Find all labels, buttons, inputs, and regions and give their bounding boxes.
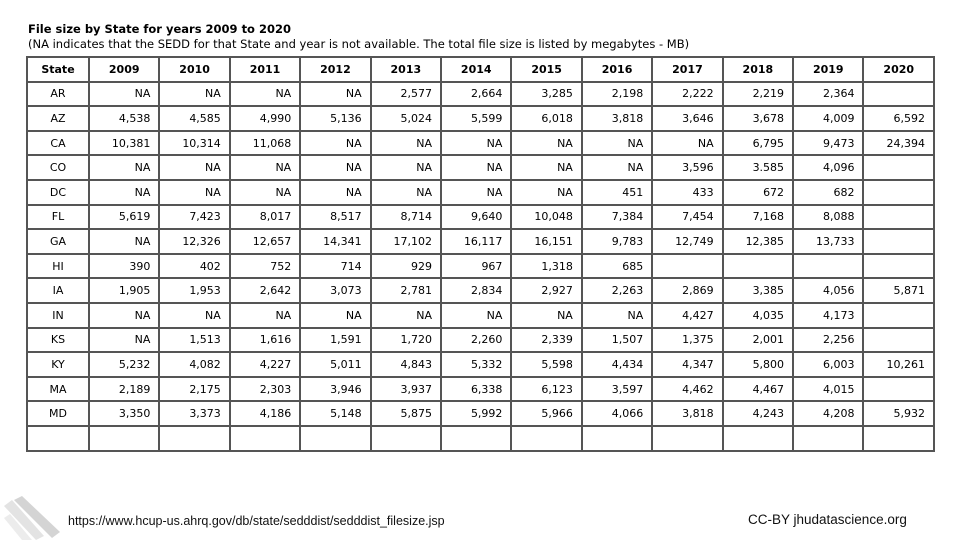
table-header [27, 57, 934, 82]
size-cell: 4,015 [793, 377, 863, 402]
size-cell: 7,423 [159, 205, 229, 230]
size-cell: NA [371, 131, 441, 156]
state-cell: MD [27, 401, 89, 426]
stripes-logo-icon [4, 496, 60, 540]
size-cell: 1,318 [511, 254, 581, 279]
size-cell: 2,869 [652, 278, 722, 303]
size-cell: 6,592 [863, 106, 934, 131]
size-cell: 7,168 [723, 205, 793, 230]
header-year: 2017 [652, 57, 722, 82]
size-cell: 6,018 [511, 106, 581, 131]
size-cell: 5,932 [863, 401, 934, 426]
file-size-table [26, 56, 935, 452]
table-row [27, 352, 934, 377]
size-cell: 5,011 [300, 352, 370, 377]
table-row [27, 377, 934, 402]
size-cell [863, 82, 934, 107]
table-row [27, 205, 934, 230]
size-cell: 402 [159, 254, 229, 279]
size-cell: NA [159, 82, 229, 107]
size-cell: 2,339 [511, 328, 581, 353]
size-cell [89, 426, 159, 451]
size-cell: 390 [89, 254, 159, 279]
state-cell: GA [27, 229, 89, 254]
size-cell: 17,102 [371, 229, 441, 254]
size-cell: NA [511, 131, 581, 156]
size-cell: 4,082 [159, 352, 229, 377]
size-cell [159, 426, 229, 451]
header-year: 2019 [793, 57, 863, 82]
size-cell: 682 [793, 180, 863, 205]
table-row [27, 229, 934, 254]
size-cell: 10,048 [511, 205, 581, 230]
size-cell: 4,434 [582, 352, 652, 377]
size-cell: 3,597 [582, 377, 652, 402]
table-subtitle: (NA indicates that the SEDD for that State and year is not available. The total file size is listed by megabytes - MB) [28, 37, 690, 51]
size-cell: 12,749 [652, 229, 722, 254]
table-row [27, 155, 934, 180]
size-cell: 2,001 [723, 328, 793, 353]
slide-title [28, 22, 928, 52]
header-year: 2010 [159, 57, 229, 82]
header-year: 2018 [723, 57, 793, 82]
size-cell: 2,781 [371, 278, 441, 303]
size-cell: 4,585 [159, 106, 229, 131]
size-cell: 451 [582, 180, 652, 205]
size-cell: 4,843 [371, 352, 441, 377]
size-cell [863, 205, 934, 230]
header-row [27, 57, 934, 82]
size-cell: 4,035 [723, 303, 793, 328]
size-cell: 4,467 [723, 377, 793, 402]
size-cell: NA [300, 303, 370, 328]
size-cell: 8,088 [793, 205, 863, 230]
size-cell: 2,219 [723, 82, 793, 107]
size-cell: 7,384 [582, 205, 652, 230]
size-cell: 4,173 [793, 303, 863, 328]
size-cell: 3,285 [511, 82, 581, 107]
table-title: File size by State for years 2009 to 2020 [28, 22, 291, 36]
size-cell: 1,720 [371, 328, 441, 353]
header-year: 2013 [371, 57, 441, 82]
size-cell: 16,117 [441, 229, 511, 254]
size-cell: NA [300, 131, 370, 156]
header-year: 2009 [89, 57, 159, 82]
table-row [27, 401, 934, 426]
size-cell: 2,198 [582, 82, 652, 107]
size-cell: 12,657 [230, 229, 300, 254]
size-cell: 4,009 [793, 106, 863, 131]
size-cell: 5,599 [441, 106, 511, 131]
size-cell: 8,517 [300, 205, 370, 230]
size-cell: 1,507 [582, 328, 652, 353]
size-cell: 5,875 [371, 401, 441, 426]
state-cell: KY [27, 352, 89, 377]
table-row [27, 131, 934, 156]
size-cell [863, 254, 934, 279]
size-cell: NA [89, 303, 159, 328]
size-cell: 13,733 [793, 229, 863, 254]
size-cell: 5,966 [511, 401, 581, 426]
size-cell: NA [511, 155, 581, 180]
size-cell: 433 [652, 180, 722, 205]
size-cell [723, 254, 793, 279]
size-cell: 5,800 [723, 352, 793, 377]
size-cell: 2,222 [652, 82, 722, 107]
size-cell: 2,834 [441, 278, 511, 303]
size-cell: NA [230, 303, 300, 328]
size-cell: 1,905 [89, 278, 159, 303]
size-cell: 2,642 [230, 278, 300, 303]
size-cell: 12,326 [159, 229, 229, 254]
size-cell: 2,256 [793, 328, 863, 353]
size-cell: NA [159, 303, 229, 328]
header-year: 2011 [230, 57, 300, 82]
size-cell: 3,373 [159, 401, 229, 426]
header-state: State [27, 57, 89, 82]
size-cell: NA [89, 180, 159, 205]
size-cell: 10,261 [863, 352, 934, 377]
state-cell: HI [27, 254, 89, 279]
size-cell: 3,646 [652, 106, 722, 131]
size-cell: 672 [723, 180, 793, 205]
size-cell: 8,017 [230, 205, 300, 230]
size-cell: 1,591 [300, 328, 370, 353]
size-cell: NA [230, 180, 300, 205]
size-cell: NA [300, 155, 370, 180]
size-cell [511, 426, 581, 451]
size-cell: 1,616 [230, 328, 300, 353]
table-row [27, 278, 934, 303]
size-cell: 5,871 [863, 278, 934, 303]
header-year: 2014 [441, 57, 511, 82]
size-cell [441, 426, 511, 451]
size-cell: NA [441, 155, 511, 180]
size-cell: 4,462 [652, 377, 722, 402]
size-cell: 8,714 [371, 205, 441, 230]
size-cell: 2,303 [230, 377, 300, 402]
size-cell [793, 426, 863, 451]
size-cell: 4,056 [793, 278, 863, 303]
size-cell: NA [511, 303, 581, 328]
size-cell [863, 180, 934, 205]
size-cell [230, 426, 300, 451]
size-cell: 3,385 [723, 278, 793, 303]
table-clip-area [0, 475, 960, 540]
state-cell: IN [27, 303, 89, 328]
size-cell: NA [300, 180, 370, 205]
size-cell: NA [89, 155, 159, 180]
size-cell: NA [652, 131, 722, 156]
table-row [27, 328, 934, 353]
size-cell: 2,260 [441, 328, 511, 353]
size-cell: NA [89, 82, 159, 107]
size-cell [652, 254, 722, 279]
size-cell: 12,385 [723, 229, 793, 254]
state-cell: CA [27, 131, 89, 156]
size-cell: 4,990 [230, 106, 300, 131]
header-year: 2020 [863, 57, 934, 82]
state-cell: DC [27, 180, 89, 205]
state-cell: KS [27, 328, 89, 353]
size-cell: NA [371, 180, 441, 205]
license-credit: CC-BY jhudatascience.org [748, 512, 907, 527]
size-cell: 2,189 [89, 377, 159, 402]
size-cell: 5,024 [371, 106, 441, 131]
size-cell: 4,427 [652, 303, 722, 328]
table-row [27, 426, 934, 451]
size-cell: NA [441, 303, 511, 328]
size-cell: 3,937 [371, 377, 441, 402]
header-year: 2012 [300, 57, 370, 82]
size-cell [793, 254, 863, 279]
size-cell: NA [582, 131, 652, 156]
size-cell: 5,598 [511, 352, 581, 377]
state-cell: MA [27, 377, 89, 402]
source-url[interactable]: https://www.hcup-us.ahrq.gov/db/state/sedddist/sedddist_filesize.jsp [68, 514, 445, 528]
size-cell [863, 155, 934, 180]
size-cell: 5,148 [300, 401, 370, 426]
size-cell [582, 426, 652, 451]
size-cell: 11,068 [230, 131, 300, 156]
size-cell [723, 426, 793, 451]
table-row [27, 303, 934, 328]
size-cell: 10,381 [89, 131, 159, 156]
table-body [27, 82, 934, 451]
size-cell: 10,314 [159, 131, 229, 156]
size-cell: 9,640 [441, 205, 511, 230]
size-cell: 3,596 [652, 155, 722, 180]
size-cell: 5,232 [89, 352, 159, 377]
size-cell: 4,096 [793, 155, 863, 180]
size-cell: 929 [371, 254, 441, 279]
state-cell: IA [27, 278, 89, 303]
size-cell: NA [300, 82, 370, 107]
size-cell: 24,394 [863, 131, 934, 156]
size-cell: 1,953 [159, 278, 229, 303]
size-cell: 2,664 [441, 82, 511, 107]
size-cell: 967 [441, 254, 511, 279]
size-cell: 7,454 [652, 205, 722, 230]
size-cell: 752 [230, 254, 300, 279]
size-cell: NA [582, 303, 652, 328]
size-cell: 6,003 [793, 352, 863, 377]
size-cell: 4,347 [652, 352, 722, 377]
size-cell: NA [159, 180, 229, 205]
size-cell: NA [441, 131, 511, 156]
size-cell: NA [230, 82, 300, 107]
table-row [27, 254, 934, 279]
size-cell: 3,818 [582, 106, 652, 131]
size-cell: 6,123 [511, 377, 581, 402]
size-cell [371, 426, 441, 451]
size-cell: 3,946 [300, 377, 370, 402]
size-cell: 2,175 [159, 377, 229, 402]
size-cell: 4,538 [89, 106, 159, 131]
size-cell: 16,151 [511, 229, 581, 254]
state-cell: FL [27, 205, 89, 230]
size-cell: NA [511, 180, 581, 205]
size-cell [863, 328, 934, 353]
size-cell: 2,927 [511, 278, 581, 303]
size-cell: 9,783 [582, 229, 652, 254]
size-cell [863, 303, 934, 328]
size-cell [863, 229, 934, 254]
size-cell: 1,513 [159, 328, 229, 353]
size-cell [300, 426, 370, 451]
size-cell: 4,243 [723, 401, 793, 426]
size-cell [652, 426, 722, 451]
size-cell: 14,341 [300, 229, 370, 254]
size-cell: NA [89, 229, 159, 254]
size-cell: 6,338 [441, 377, 511, 402]
size-cell: NA [441, 180, 511, 205]
size-cell: NA [230, 155, 300, 180]
size-cell: 5,619 [89, 205, 159, 230]
size-cell: 2,263 [582, 278, 652, 303]
size-cell: 3,350 [89, 401, 159, 426]
size-cell: 2,577 [371, 82, 441, 107]
size-cell: 2,364 [793, 82, 863, 107]
size-cell: 1,375 [652, 328, 722, 353]
size-cell: 4,066 [582, 401, 652, 426]
size-cell [863, 377, 934, 402]
size-cell: 3,073 [300, 278, 370, 303]
table-row [27, 82, 934, 107]
size-cell: 4,227 [230, 352, 300, 377]
size-cell: 4,186 [230, 401, 300, 426]
state-cell: CO [27, 155, 89, 180]
size-cell: 3,678 [723, 106, 793, 131]
table-row [27, 180, 934, 205]
size-cell: NA [582, 155, 652, 180]
size-cell: 3,818 [652, 401, 722, 426]
state-cell [27, 426, 89, 451]
size-cell: 6,795 [723, 131, 793, 156]
size-cell: 714 [300, 254, 370, 279]
size-cell: NA [159, 155, 229, 180]
size-cell: NA [371, 303, 441, 328]
size-cell: 5,136 [300, 106, 370, 131]
size-cell: 685 [582, 254, 652, 279]
header-year: 2015 [511, 57, 581, 82]
size-cell: 4,208 [793, 401, 863, 426]
size-cell: NA [371, 155, 441, 180]
size-cell: 5,332 [441, 352, 511, 377]
table-row [27, 106, 934, 131]
size-cell: NA [89, 328, 159, 353]
size-cell: 5,992 [441, 401, 511, 426]
header-year: 2016 [582, 57, 652, 82]
state-cell: AZ [27, 106, 89, 131]
state-cell: AR [27, 82, 89, 107]
size-cell [863, 426, 934, 451]
size-cell: 9,473 [793, 131, 863, 156]
size-cell: 3.585 [723, 155, 793, 180]
